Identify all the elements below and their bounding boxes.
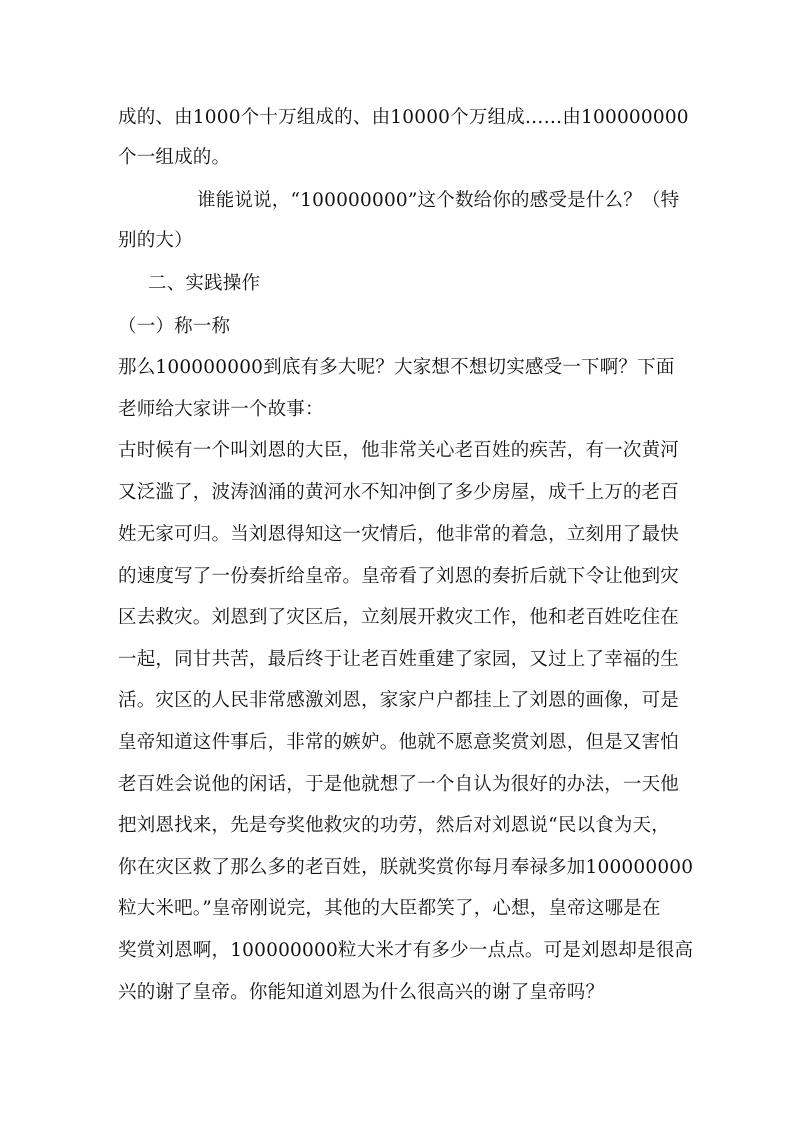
story-line: 姓无家可归。当刘恩得知这一灾情后，他非常的着急，立刻用了最快 xyxy=(118,524,680,545)
subsection-heading: （一）称一称 xyxy=(118,316,231,337)
paragraph-line: 成的、由1000个十万组成的、由10000个万组成……由100000000 xyxy=(118,107,689,128)
story-line: 你在灾区救了那么多的老百姓，朕就奖赏你每月奉禄多加100000000 xyxy=(118,857,694,878)
story-line: 的速度写了一份奏折给皇帝。皇帝看了刘恩的奏折后就下令让他到灾 xyxy=(118,566,680,587)
story-line: 又泛滥了，波涛汹涌的黄河水不知冲倒了多少房屋，成千上万的老百 xyxy=(118,482,680,503)
paragraph-line: 个一组成的。 xyxy=(118,147,231,168)
paragraph-line: 老师给大家讲一个故事： xyxy=(118,399,324,420)
story-line: 粒大米吧。”皇帝刚说完，其他的大臣都笑了，心想，皇帝这哪是在 xyxy=(118,898,661,919)
story-line: 区去救灾。刘恩到了灾区后，立刻展开救灾工作，他和老百姓吃住在 xyxy=(118,607,680,628)
story-line: 兴的谢了皇帝。你能知道刘恩为什么很高兴的谢了皇帝吗？ xyxy=(118,982,605,1003)
paragraph-line: 那么100000000到底有多大呢？大家想不想切实感受一下啊？下面 xyxy=(118,357,675,378)
story-line: 活。灾区的人民非常感激刘恩，家家户户都挂上了刘恩的画像，可是 xyxy=(118,690,680,711)
story-line: 老百姓会说他的闲话，于是他就想了一个自认为很好的办法，一天他 xyxy=(118,774,680,795)
story-line: 奖赏刘恩啊，100000000粒大米才有多少一点点。可是刘恩却是很高 xyxy=(118,940,694,961)
story-line: 一起，同甘共苦，最后终于让老百姓重建了家园，又过上了幸福的生 xyxy=(118,649,680,670)
section-heading: 二、实践操作 xyxy=(148,273,261,294)
story-line: 皇帝知道这件事后，非常的嫉妒。他就不愿意奖赏刘恩，但是又害怕 xyxy=(118,732,680,753)
question-line: 谁能说说，“100000000”这个数给你的感受是什么？（特 xyxy=(197,190,680,211)
paragraph-line: 别的大） xyxy=(118,230,193,251)
story-line: 古时候有一个叫刘恩的大臣，他非常关心老百姓的疾苦，有一次黄河 xyxy=(118,440,680,461)
story-line: 把刘恩找来，先是夸奖他救灾的功劳，然后对刘恩说“民以食为天， xyxy=(118,815,670,836)
